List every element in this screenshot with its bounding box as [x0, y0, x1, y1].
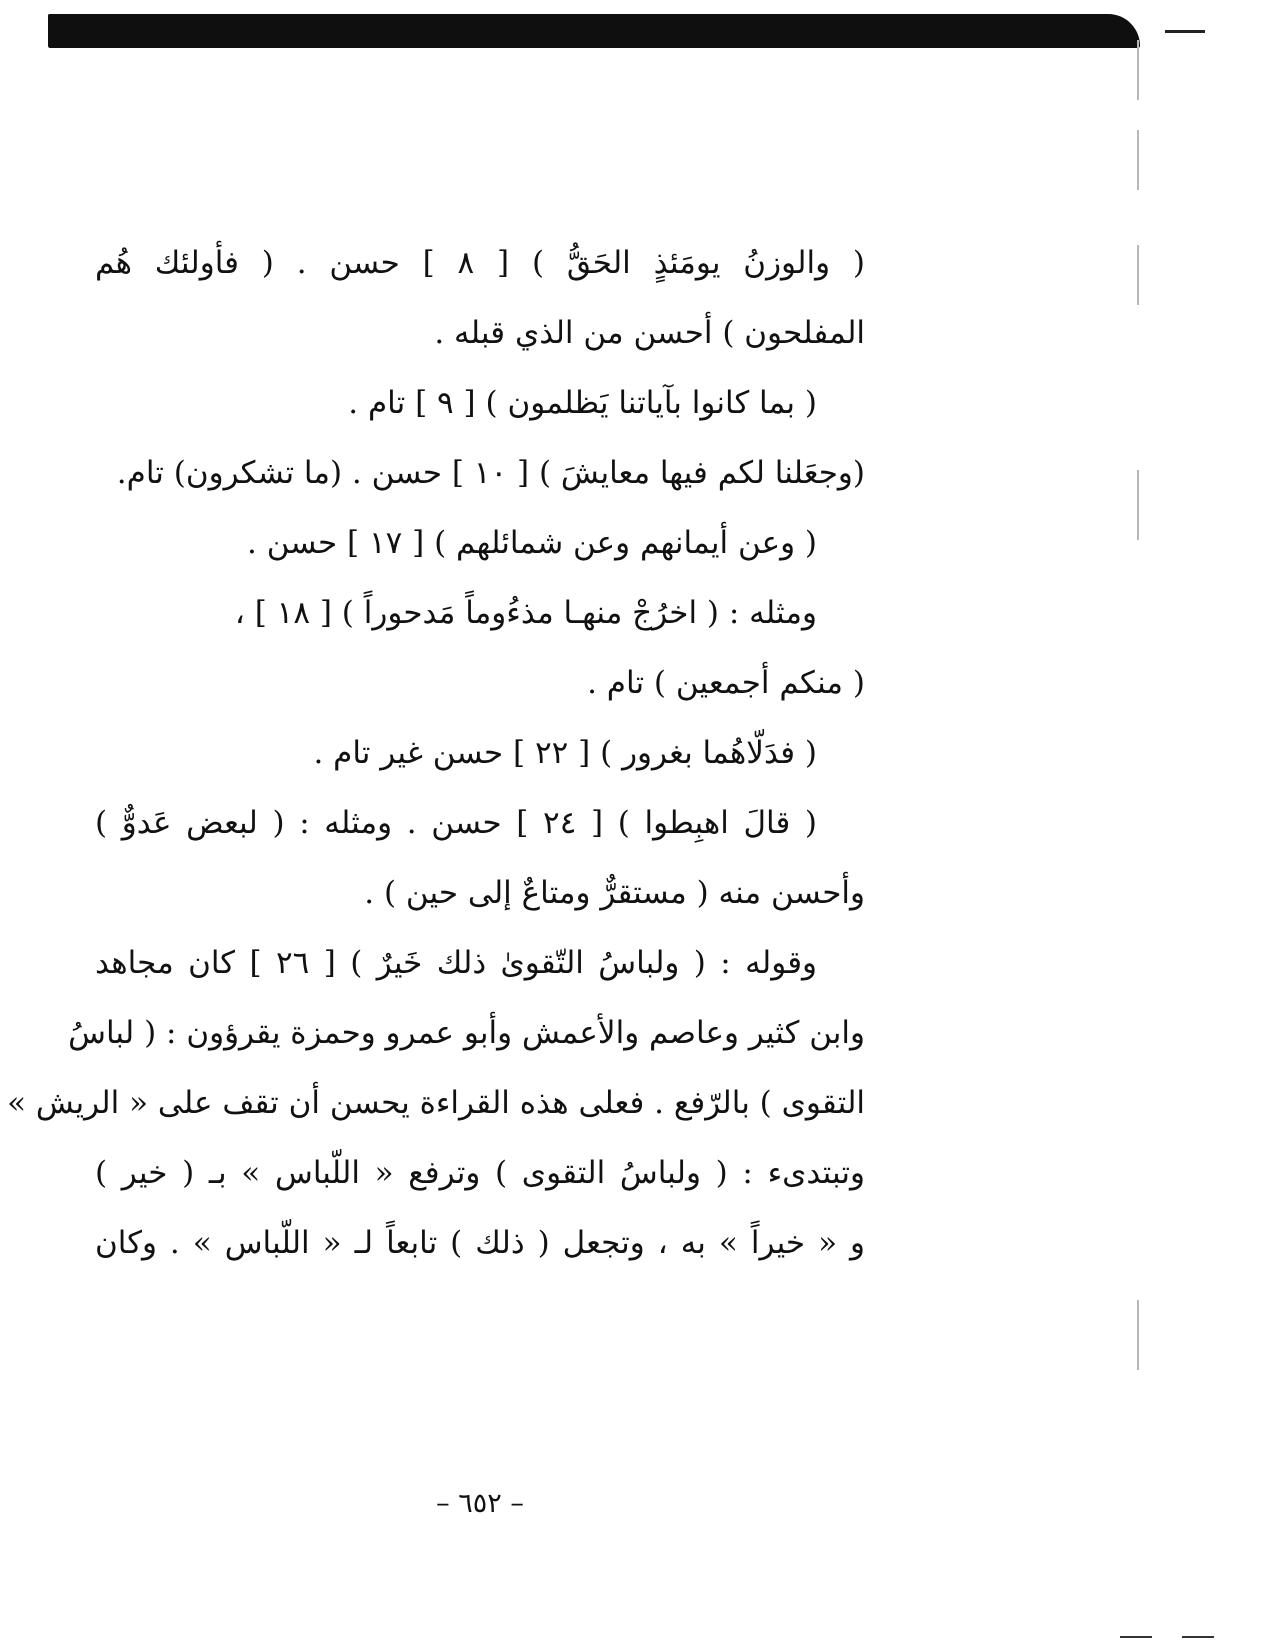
- margin-mark: [1137, 130, 1139, 190]
- page-body-text: [7, 228, 865, 1278]
- margin-mark: [1137, 245, 1139, 305]
- margin-mark: [1137, 470, 1139, 540]
- page-number: – ٦٥٢ –: [436, 1488, 524, 1519]
- text-line: ومثله : ( اخرُجْ منهـا مذءُوماً مَدحوراً ) [ ١٨ ] ،: [234, 595, 817, 631]
- text-line: وتبتدىء : ( ولباسُ التقوى ) وترفع « اللّباس » بـ ( خير ): [95, 1155, 865, 1191]
- text-line: ( وعن أيمانهم وعن شمائلهم ) [ ١٧ ] حسن .: [247, 525, 817, 561]
- text-line: ( بما كانوا بآياتنا يَظلمون ) [ ٩ ] تام .: [348, 385, 817, 421]
- text-line: ( والوزنُ يومَئذٍ الحَقُّ ) [ ٨ ] حسن . ( فأولئك هُم: [95, 245, 865, 281]
- text-line: ( منكم أجمعين ) تام .: [587, 665, 865, 701]
- header-rule-tail: [1165, 30, 1205, 33]
- bottom-tick: [1120, 1636, 1152, 1638]
- margin-mark: [1137, 40, 1139, 100]
- text-line: (وجعَلنا لكم فيها معايشَ ) [ ١٠ ] حسن . (ما تشكرون) تام.: [116, 455, 865, 491]
- text-line: التقوى ) بالرّفع . فعلى هذه القراءة يحسن أن تقف على « الريش »: [7, 1085, 865, 1121]
- text-line: و « خيراً » به ، وتجعل ( ذلك ) تابعاً لـ « اللّباس » . وكان: [95, 1225, 865, 1261]
- text-line: وأحسن منه ( مستقرٌّ ومتاعٌ إلى حين ) .: [364, 875, 865, 911]
- bottom-tick: [1182, 1636, 1214, 1638]
- margin-mark: [1137, 1300, 1139, 1370]
- text-line: المفلحون ) أحسن من الذي قبله .: [434, 315, 865, 351]
- text-line: ( قالَ اهبِطوا ) [ ٢٤ ] حسن . ومثله : ( لبعض عَدوٌّ ): [95, 805, 818, 841]
- text-line: ( فدَلّاهُما بغرور ) [ ٢٢ ] حسن غير تام .: [313, 735, 817, 771]
- text-line: وقوله : ( ولباسُ التّقوىٰ ذلك خَيرٌ ) [ ٢٦ ] كان مجاهد: [95, 945, 817, 981]
- header-rule: [48, 14, 1140, 48]
- text-line: وابن كثير وعاصم والأعمش وأبو عمرو وحمزة يقرؤون : ( لباسُ: [68, 1015, 865, 1051]
